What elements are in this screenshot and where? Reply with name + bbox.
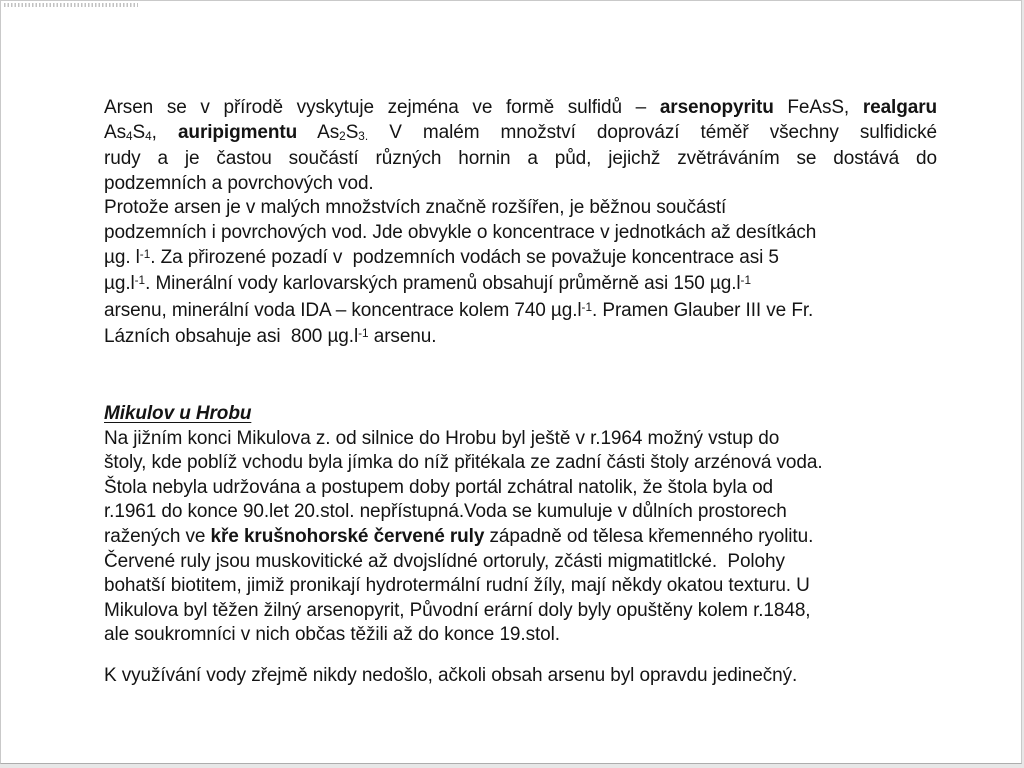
section-heading [104, 402, 937, 427]
mikulov-paragraph-line: bohatší biotitem, jimiž pronikají hydrotermální rudní žíly, mají někdy okatou texturu. U [104, 575, 810, 597]
mikulov-paragraph-line: Štola nebyla udržována a postupem doby portál zchátral natolik, že štola byla od [104, 476, 774, 498]
mikulov-paragraph-line: ale soukromníci v nich občas těžili až do konce 19.stol. [104, 624, 560, 646]
intro-paragraph-line: podzemních a povrchových vod. [104, 172, 374, 194]
print-header-microtext [4, 3, 138, 7]
intro-paragraph-line: As4S4, auripigmentu As2S3. V malém množství doprovází téměř všechny sulfidické [104, 121, 937, 144]
intro-paragraph-line: rudy a je častou součástí různých hornin a půd, jejichž zvětráváním se dostává do [104, 148, 937, 170]
concentration-paragraph [104, 196, 937, 352]
concentration-paragraph-line: podzemních i povrchových vod. Jde obvykle o koncentrace v jednotkách až desítkách [104, 221, 817, 243]
section-heading-line: Mikulov u Hrobu [104, 402, 252, 424]
concentration-paragraph-line: arsenu, minerální voda IDA – koncentrace kolem 740 $\mu g.l^{-1}$. Pramen Glauber III ve Fr. [104, 299, 814, 321]
intro-paragraph [104, 96, 937, 196]
mikulov-paragraph-line: Na jižním konci Mikulova z. od silnice do Hrobu byl ještě v r.1964 možný vstup do [104, 427, 780, 449]
mikulov-paragraph [104, 427, 937, 648]
mikulov-paragraph-line: Mikulova byl těžen žilný arsenopyrit, Původní erární doly byly opuštěny kolem r.1848, [104, 599, 811, 621]
document-body [104, 96, 937, 688]
mikulov-paragraph-line: štoly, kde poblíž vchodu byla jímka do níž přitékala ze zadní části štoly arzénová voda. [104, 452, 823, 474]
closing-paragraph-line: K využívání vody zřejmě nikdy nedošlo, ačkoli obsah arsenu byl opravdu jedinečný. [104, 664, 798, 686]
intro-paragraph-line: Arsen se v přírodě vyskytuje zejména ve formě sulfidů – arsenopyritu FeAsS, realgaru [104, 97, 937, 118]
concentration-paragraph-line: $\mu g.l^{-1}$. Minerální vody karlovarských pramenů obsahují průměrně asi 150 $\mu g.l^{-1}$ [104, 273, 752, 295]
mikulov-paragraph-line: ražených ve kře krušnohorské červené ruly západně od tělesa křemenného ryolitu. [104, 525, 814, 547]
closing-paragraph [104, 664, 937, 689]
concentration-paragraph-line: Lázních obsahuje asi 800 $\mu g.l^{-1}$ arsenu. [104, 326, 437, 348]
concentration-paragraph-line: Protože arsen je v malých množstvích značně rozšířen, je běžnou součástí [104, 197, 727, 219]
mikulov-paragraph-line: r.1961 do konce 90.let 20.stol. nepřístupná.Voda se kumuluje v důlních prostorech [104, 501, 787, 523]
mikulov-paragraph-line: Červené ruly jsou muskovitické až dvojslídné ortoruly, zčásti migmatitlcké. Polohy [104, 550, 785, 572]
concentration-paragraph-line: µg. $l^{-1}$. Za přirozené pozadí v podzemních vodách se považuje koncentrace asi 5 [104, 246, 779, 268]
